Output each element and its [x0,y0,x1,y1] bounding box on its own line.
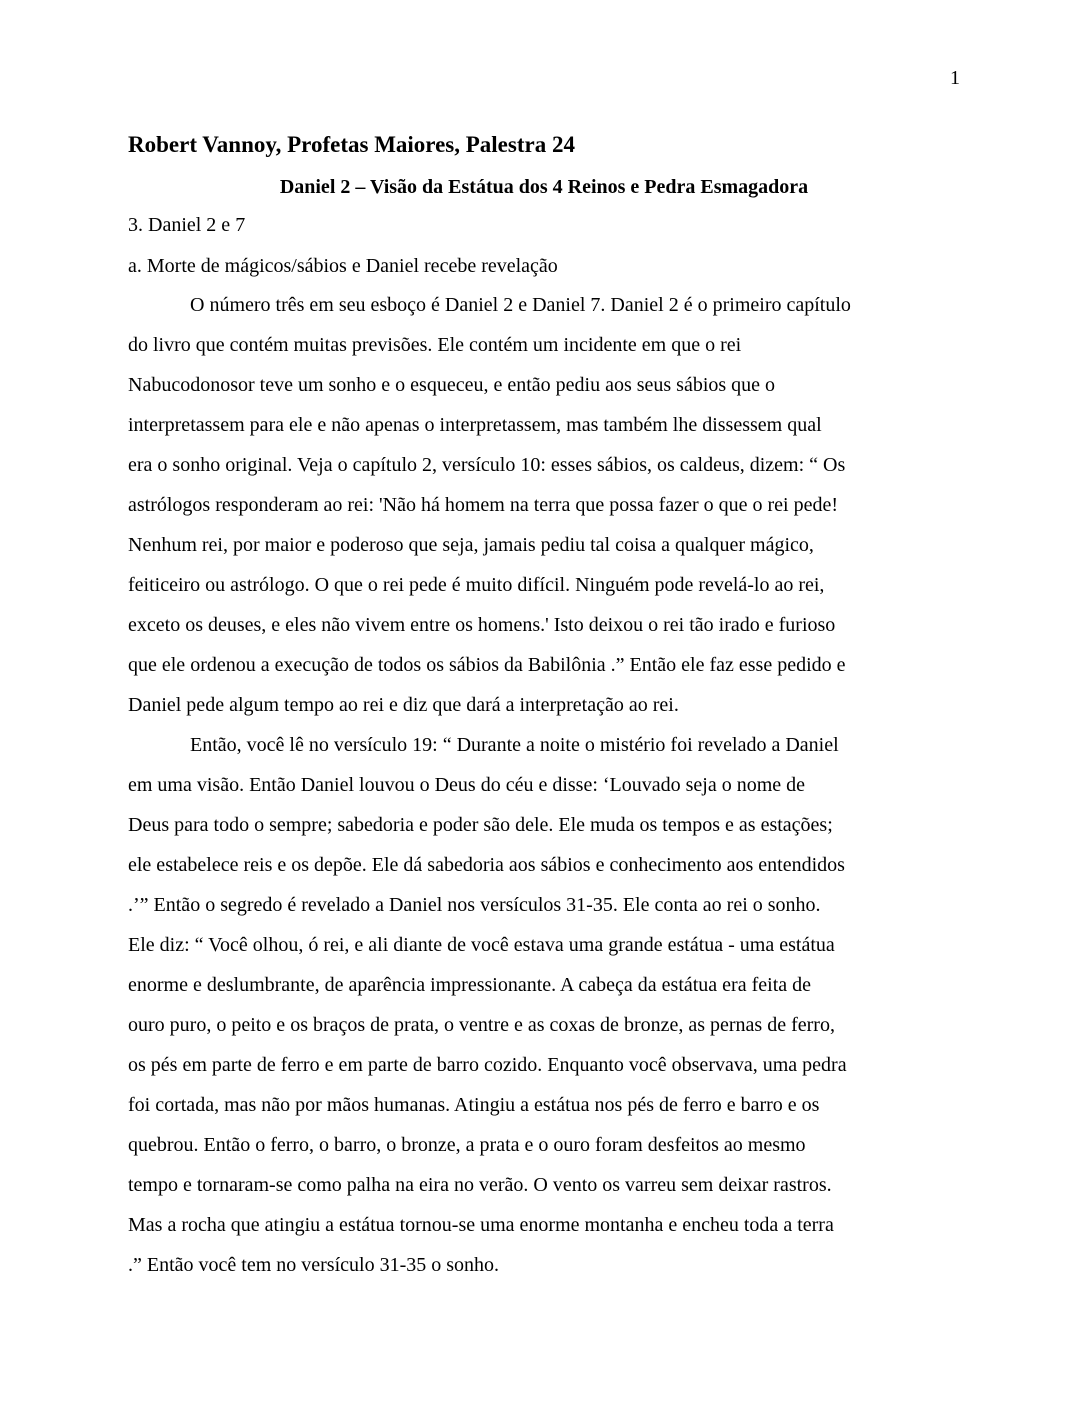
paragraph-2-line: ele estabelece reis e os depõe. Ele dá sabedoria aos sábios e conhecimento aos entendidos [128,854,845,876]
paragraph-2-line: Ele diz: “ Você olhou, ó rei, e ali diante de você estava uma grande estátua - uma estátua [128,934,835,956]
paragraph-2-line: quebrou. Então o ferro, o barro, o bronze, a prata e o ouro foram desfeitos ao mesmo [128,1134,806,1156]
paragraph-1-line: era o sonho original. Veja o capítulo 2, versículo 10: esses sábios, os caldeus, dizem: “ Os [128,454,846,476]
paragraph-1-line: astrólogos responderam ao rei: 'Não há homem na terra que possa fazer o que o rei pede! [128,494,838,516]
paragraph-2-line: foi cortada, mas não por mãos humanas. Atingiu a estátua nos pés de ferro e barro e os [128,1094,820,1116]
paragraph-1-line: do livro que contém muitas previsões. Ele contém um incidente em que o rei [128,334,742,356]
paragraph-2-line: .” Então você tem no versículo 31-35 o sonho. [128,1254,500,1276]
document-subtitle: Daniel 2 – Visão da Estátua dos 4 Reinos e Pedra Esmagadora [279,176,809,198]
paragraph-1-line: Nenhum rei, por maior e poderoso que seja, jamais pediu tal coisa a qualquer mágico, [128,534,814,556]
paragraph-2-line: tempo e tornaram-se como palha na eira no verão. O vento os varreu sem deixar rastros. [128,1174,832,1196]
paragraph-1-line: exceto os deuses, e eles não vivem entre os homens.' Isto deixou o rei tão irado e furioso [128,614,836,636]
paragraph-2-line: Deus para todo o sempre; sabedoria e poder são dele. Ele muda os tempos e as estações; [128,814,833,836]
page-number: 1 [950,67,960,89]
paragraph-1-line: que ele ordenou a execução de todos os sábios da Babilônia .” Então ele faz esse pedido e [128,654,846,676]
paragraph-2-line: .’” Então o segredo é revelado a Daniel nos versículos 31-35. Ele conta ao rei o sonho. [128,894,821,916]
paragraph-2-line: Então, você lê no versículo 19: “ Durante a noite o mistério foi revelado a Daniel [190,734,839,756]
paragraph-2-line: os pés em parte de ferro e em parte de barro cozido. Enquanto você observava, uma pedra [128,1054,847,1076]
paragraph-1-line: feiticeiro ou astrólogo. O que o rei pede é muito difícil. Ninguém pode revelá-lo ao rei, [128,574,825,596]
paragraph-2-line: em uma visão. Então Daniel louvou o Deus do céu e disse: ‘Louvado seja o nome de [128,774,806,796]
paragraph-2-line: ouro puro, o peito e os braços de prata, o ventre e as coxas de bronze, as pernas de ferro, [128,1014,835,1036]
paragraph-1-line: O número três em seu esboço é Daniel 2 e Daniel 7. Daniel 2 é o primeiro capítulo [190,294,851,316]
paragraph-2-line: Mas a rocha que atingiu a estátua tornou-se uma enorme montanha e encheu toda a terra [128,1214,834,1236]
document-title: Robert Vannoy, Profetas Maiores, Palestra 24 [128,132,575,157]
outline-section: 3. Daniel 2 e 7 [128,214,246,236]
paragraph-1-line: Nabucodonosor teve um sonho e o esqueceu, e então pediu aos seus sábios que o [128,374,776,396]
paragraph-2-line: enorme e deslumbrante, de aparência impressionante. A cabeça da estátua era feita de [128,974,811,996]
paragraph-1-line: Daniel pede algum tempo ao rei e diz que dará a interpretação ao rei. [128,694,679,716]
paragraph-1-line: interpretassem para ele e não apenas o interpretassem, mas também lhe dissessem qual [128,414,822,436]
outline-subsection: a. Morte de mágicos/sábios e Daniel recebe revelação [128,255,558,277]
